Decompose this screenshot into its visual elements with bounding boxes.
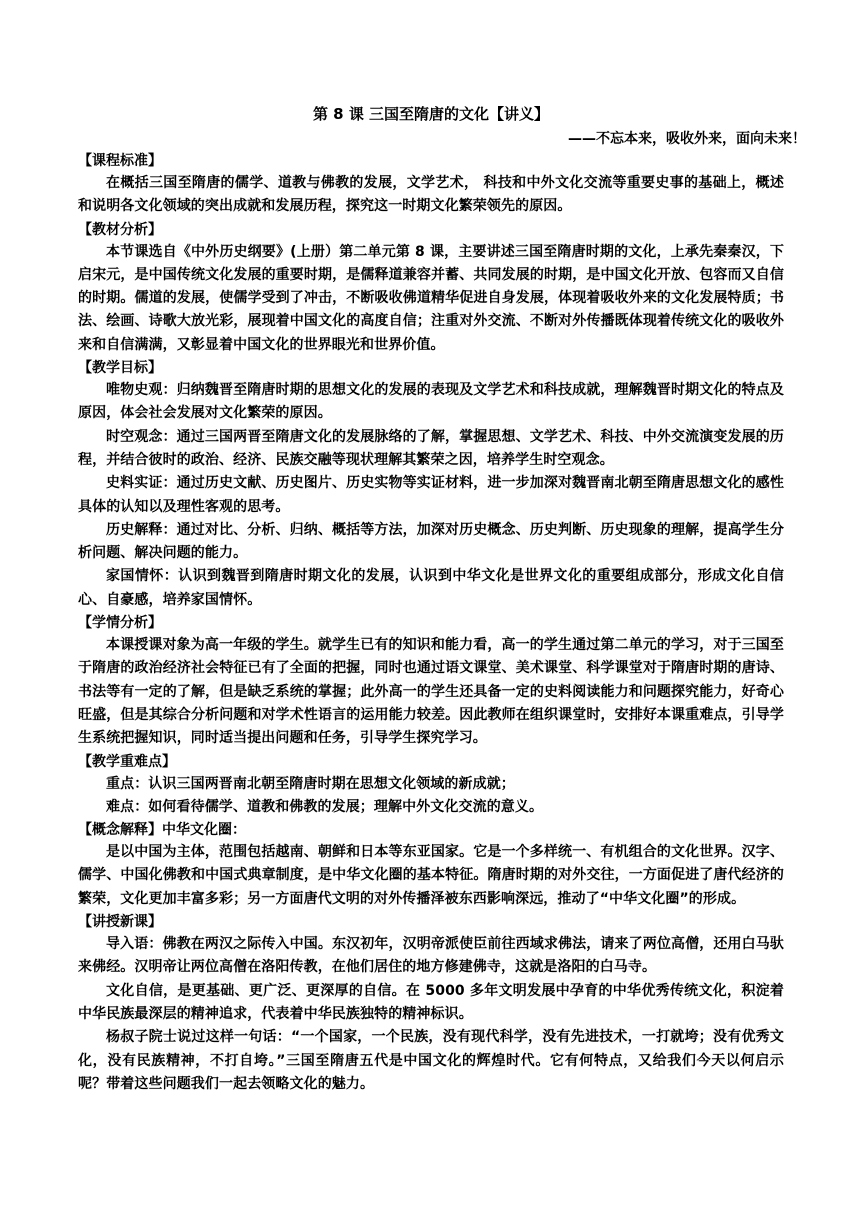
- section-paragraph: 时空观念：通过三国两晋至隋唐文化的发展脉络的了解，掌握思想、文学艺术、科技、中外交流演变发展的历程，并结合彼时的政治、经济、民族交融等现状理解其繁荣之因，培养学生时空观念。: [78, 428, 784, 468]
- section: [78, 911, 784, 1096]
- section-paragraph: 史料实证：通过历史文献、历史图片、历史实物等实证材料，进一步加深对魏晋南北朝至隋唐思想文化的感性具体的认知以及理性客观的思考。: [78, 475, 784, 515]
- lecture-page: [78, 100, 806, 1096]
- section-paragraph: 杨叔子院士说过这样一句话：“一个国家，一个民族，没有现代科学，没有先进技术，一打就垮；没有优秀文化，没有民族精神，不打自垮。”三国至隋唐五代是中国文化的辉煌时代。它有何特点，又给我们今天以何启示呢？带着这些问题我们一起去领略文化的魅力。: [78, 1029, 784, 1092]
- section-heading: 【教学重难点】: [78, 753, 176, 770]
- section-paragraph: 文化自信，是更基础、更广泛、更深厚的自信。在 5000 多年文明发展中孕育的中华优秀传统文化，积淀着中华民族最深层的精神追求，代表着中华民族独特的精神标识。: [78, 982, 784, 1022]
- section-paragraph: 重点：认识三国两晋南北朝至隋唐时期在思想文化领域的新成就；: [106, 775, 515, 792]
- section: [78, 751, 784, 820]
- section: [78, 612, 784, 750]
- page-subtitle: ——不忘本来，吸收外来，面向未来！: [568, 131, 806, 147]
- section: [78, 219, 784, 357]
- section-heading: 【概念解释】中华文化圈：: [78, 822, 246, 839]
- section-paragraph: 唯物史观：归纳魏晋至隋唐时期的思想文化的发展的表现及文学艺术和科技成就，理解魏晋时期文化的特点及原因，体会社会发展对文化繁荣的原因。: [78, 382, 784, 422]
- section-paragraph: 本课授课对象为高一年级的学生。就学生已有的知识和能力看，高一的学生通过第二单元的学习，对于三国至于隋唐的政治经济社会特征已有了全面的把握，同时也通过语文课堂、美术课堂、科学课堂对于隋唐时期的唐诗、书法等有一定的了解，但是缺乏系统的掌握；此外高一的学生还具备一定的史料阅读能力和问题探究能力，好奇心旺盛，但是其综合分析问题和对学术性语言的运用能力较差。因此教师在组织课堂时，安排好本课重难点，引导学生系统把握知识，同时适当提出问题和任务，引导学生探究学习。: [78, 637, 784, 747]
- section-paragraph: 历史解释：通过对比、分析、归纳、概括等方法，加深对历史概念、历史判断、历史现象的理解，提高学生分析问题、解决问题的能力。: [78, 521, 784, 562]
- section: [78, 357, 784, 612]
- section-paragraph: 家国情怀：认识到魏晋到隋唐时期文化的发展，认识到中华文化是世界文化的重要组成部分，形成文化自信心、自豪感，培养家国情怀。: [78, 568, 784, 608]
- section-heading: 【教学目标】: [78, 360, 162, 377]
- section-paragraph: 在概括三国至隋唐的儒学、道教与佛教的发展，文学艺术， 科技和中外文化交流等重要史事的基础上，概述和说明各文化领域的突出成就和发展历程，探究这一时期文化繁荣领先的原因。: [78, 175, 784, 215]
- section-heading: 【学情分析】: [78, 615, 162, 632]
- section-paragraph: 难点：如何看待儒学、道教和佛教的发展；理解中外文化交流的意义。: [106, 798, 544, 815]
- section: [78, 150, 784, 219]
- section-heading: 【教材分析】: [78, 221, 162, 238]
- sections-container: [78, 150, 784, 1096]
- section-heading: 【讲授新课】: [78, 914, 162, 931]
- section-heading: 【课程标准】: [78, 153, 162, 169]
- section-paragraph: 是以中国为主体，范围包括越南、朝鲜和日本等东亚国家。它是一个多样统一、有机组合的文化世界。汉字、儒学、中国化佛教和中国式典章制度，是中华文化圈的基本特征。隋唐时期的对外交往，一方面促进了唐代经济的繁荣，文化更加丰富多彩；另一方面唐代文明的对外传播泽被东西影响深远，推动了“中华文化圈”的形成。: [78, 844, 784, 907]
- page-title: 第 8 课 三国至隋唐的文化【讲义】: [312, 105, 550, 123]
- section: [78, 819, 784, 911]
- section-paragraph: 导入语：佛教在两汉之际传入中国。东汉初年，汉明帝派使臣前往西域求佛法，请来了两位高僧，还用白马驮来佛经。汉明帝让两位高僧在洛阳传教，在他们居住的地方修建佛寺，这就是洛阳的白马寺。: [78, 936, 784, 976]
- section-paragraph: 本节课选自《中外历史纲要》(上册）第二单元第 8 课，主要讲述三国至隋唐时期的文化，上承先秦秦汉，下启宋元，是中国传统文化发展的重要时期，是儒释道兼容并蓄、共同发展的时期，是中国文化开放、包容而又自信的时期。儒道的发展，使儒学受到了冲击，不断吸收佛道精华促进自身发展，体现着吸收外来的文化发展特质；书法、绘画、诗歌大放光彩，展现着中国文化的高度自信；注重对外交流、不断对外传播既体现着传统文化的吸收外来和自信满满，又彰显着中国文化的世界眼光和世界价值。: [78, 243, 784, 353]
